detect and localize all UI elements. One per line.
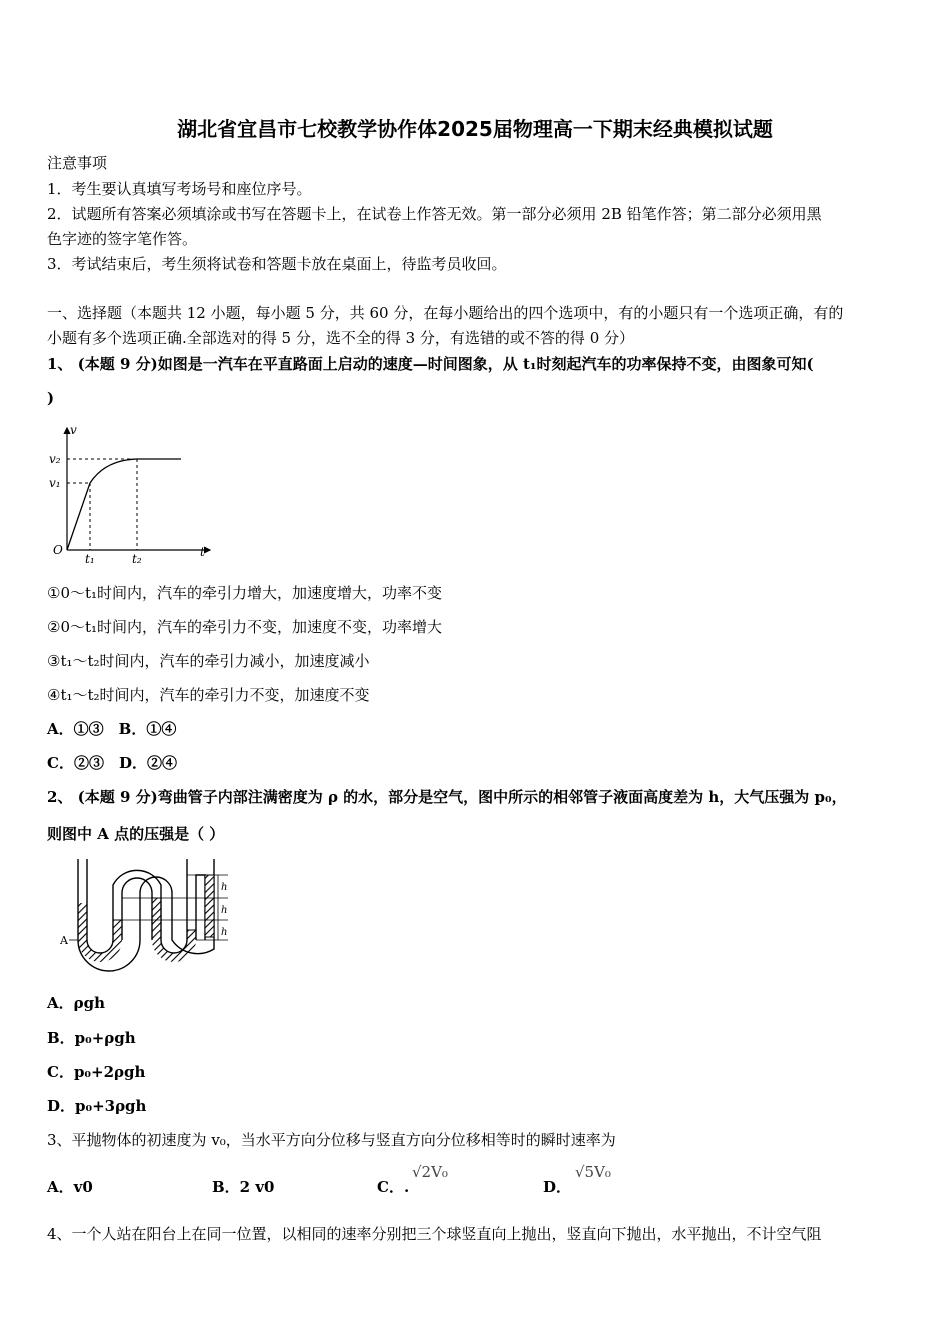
section-instructions-line1: 一、选择题（本题共 12 小题，每小题 5 分，共 60 分，在每小题给出的四个选项中，有的小题只有一个选项正确，有的 xyxy=(47,304,844,322)
point-a-label: A xyxy=(60,934,68,947)
notice-item-2-cont: 色字迹的签字笔作答。 xyxy=(47,230,198,248)
q1-statement-1: ①0～t₁时间内，汽车的牵引力增大，加速度增大，功率不变 xyxy=(47,584,443,602)
q3-stem: 3、平抛物体的初速度为 v₀，当水平方向分位移与竖直方向分位移相等时的瞬时速率为 xyxy=(47,1131,616,1149)
q3-option-b: B．2 v0 xyxy=(212,1178,275,1196)
q2-option-c: C．p₀+2ρgh xyxy=(47,1063,146,1081)
section-instructions-line2: 小题有多个选项正确.全部选对的得 5 分，选不全的得 3 分，有选错的或不答的得 0 分） xyxy=(47,329,635,347)
t1-label: t₁ xyxy=(85,552,95,565)
notice-item-1: 1．考生要认真填写考场号和座位序号。 xyxy=(47,180,312,198)
h-label-3: h xyxy=(221,927,228,938)
h-label-2: h xyxy=(221,905,228,916)
origin-label: O xyxy=(53,543,63,557)
v-axis-label: v xyxy=(70,423,77,437)
q3-option-a: A．v0 xyxy=(47,1178,93,1196)
v2-label: v₂ xyxy=(49,452,61,466)
notice-heading: 注意事项 xyxy=(47,154,108,172)
q1-stem-line1: 1、 (本题 9 分)如图是一汽车在平直路面上启动的速度—时间图象，从 t₁时刻起汽车的功率保持不变，由图象可知( xyxy=(47,355,814,373)
q2-option-d: D．p₀+3ρgh xyxy=(47,1097,147,1115)
v1-label: v₁ xyxy=(49,476,61,490)
q4-stem-line1: 4、一个人站在阳台上在同一位置，以相同的速率分别把三个球竖直向上抛出，竖直向下抛出，水平抛出，不计空气阻 xyxy=(47,1225,822,1243)
q2-stem-line1: 2、 (本题 9 分)弯曲管子内部注满密度为 ρ 的水，部分是空气，图中所示的相邻管子液面高度差为 h，大气压强为 p₀， xyxy=(47,788,847,806)
q2-stem-line2: 则图中 A 点的压强是（ ） xyxy=(47,825,225,843)
q3-option-d: D． xyxy=(543,1178,572,1196)
bent-tube-figure xyxy=(58,855,238,973)
q1-statement-3: ③t₁～t₂时间内，汽车的牵引力减小，加速度减小 xyxy=(47,652,370,670)
velocity-time-graph xyxy=(45,420,220,565)
q3-option-c: C．. xyxy=(377,1178,410,1196)
q2-option-b: B．p₀+ρgh xyxy=(47,1029,136,1047)
q1-statement-4: ④t₁～t₂时间内，汽车的牵引力不变，加速度不变 xyxy=(47,686,370,704)
notice-item-3: 3．考试结束后，考生须将试卷和答题卡放在桌面上，待监考员收回。 xyxy=(47,255,507,273)
t2-label: t₂ xyxy=(132,552,142,565)
q1-stem-line2: ) xyxy=(47,389,55,407)
page-title: 湖北省宜昌市七校教学协作体2025届物理高一下期末经典模拟试题 xyxy=(177,117,773,141)
q3-option-d-math: √5V₀ xyxy=(575,1163,611,1181)
q2-option-a: A．ρgh xyxy=(47,994,106,1012)
q1-statement-2: ②0～t₁时间内，汽车的牵引力不变，加速度不变，功率增大 xyxy=(47,618,443,636)
t-axis-label: t xyxy=(200,545,205,559)
q1-options-row2: C．②③ D．②④ xyxy=(47,754,177,772)
notice-item-2: 2．试题所有答案必须填涂或书写在答题卡上，在试卷上作答无效。第一部分必须用 2B 铅笔作答；第二部分必须用黑 xyxy=(47,205,822,223)
h-label-1: h xyxy=(221,882,228,893)
q1-options-row1: A．①③ B．①④ xyxy=(47,720,177,738)
q3-option-c-math: √2V₀ xyxy=(412,1163,448,1181)
